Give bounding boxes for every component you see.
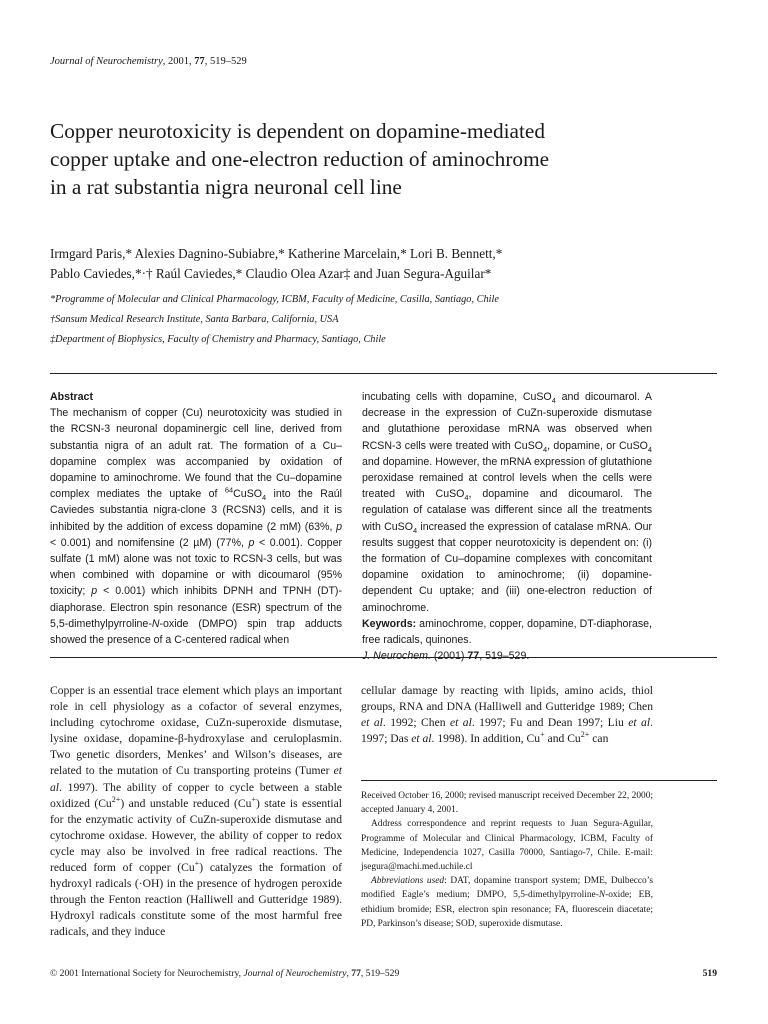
correspondence-address: Address correspondence and reprint requests to Juan Segura-Aguilar, Programme of Molecular and Clinical Pharmacology, ICBM, Faculty of Medicine, Independencia 1027, Casilla 70000, Santiago-7, Chile. E-mail: jsegura@machi.med.uchile.cl	[361, 819, 653, 873]
body-paragraph: Copper is an essential trace element which plays an important role in cell physiology as a cofactor of several enzymes, including cytochrome oxidase, CuZn-superoxide dismutase, lysine oxidase, dopamine-β-hydroxylase and ceruloplasmin. Two genetic disorders, Menkes’ and Wilson’s diseases, are related to the mutation of Cu transporting proteins (Tumer et al. 1997). The ability of copper to cycle between a stable oxidized $(Cu^{2+})$ and unstable reduced (Cu+) state is essential for the enzymatic activity of CuZn-superoxide dismutase and cytochrome oxidase. However, the ability of copper to redox cycle may also be involved in free radical reactions. The reduced form of copper (Cu+) catalyzes the formation of hydroxyl radicals (·OH) in the presence of hydrogen peroxide through the Fenton reaction (Halliwell and Gutteridge 1989). Hydroxyl radicals constitute some of the most harmful free radicals, and they induce	[50, 684, 342, 939]
title-line: Copper neurotoxicity is dependent on dopamine-mediated	[50, 119, 546, 143]
author-line: Pablo Caviedes,*·† Raúl Caviedes,* Claudio Olea Azar‡ and Juan Segura-Aguilar*	[50, 266, 492, 281]
article-title	[50, 117, 690, 201]
affiliation: ‡Department of Biophysics, Faculty of Chemistry and Pharmacy, Santiago, Chile	[50, 334, 386, 345]
affiliation: †Sansum Medical Research Institute, Santa Barbara, California, USA	[50, 314, 339, 325]
journal-header	[50, 56, 247, 67]
body-right-column	[361, 683, 653, 747]
abstract-right-column	[362, 389, 652, 664]
copyright: © 2001 International Society for Neurochemistry, Journal of Neurochemistry, 77, 519–529	[50, 968, 400, 979]
keywords: Keywords: aminochrome, copper, dopamine, DT-diaphorase, free radicals, quinones.	[362, 617, 652, 647]
abstract-text-continued: incubating cells with dopamine, CuSO$_4$ and dicoumarol. A decrease in the expression of CuZn-superoxide dismutase and glutathione peroxidase mRNA was observed when RCSN-3 cells were treated with CuSO$_4$, dopamine, or CuSO$_4$ and dopamine. However, the mRNA expression of glutathione peroxidase remained at control levels when the cells were treated with CuSO$_4$, dopamine and dicoumarol. The regulation of catalase was different since all the treatments with CuSO$_4$ increased the expression of catalase mRNA. Our results suggest that copper neurotoxicity is dependent on: (i) the formation of Cu–dopamine complexes with concomitant dopamine oxidation to aminochrome; (ii) dopamine-dependent Cu uptake; and (iii) one-electron reduction of aminochrome.	[362, 391, 652, 614]
journal-name: Journal of Neurochemistry	[50, 56, 163, 67]
journal-year: , 2001,	[162, 56, 195, 67]
footnote-divider	[361, 780, 717, 781]
author-line: Irmgard Paris,* Alexies Dagnino-Subiabre,* Katherine Marcelain,* Lori B. Bennett,*	[50, 246, 503, 261]
divider	[50, 657, 717, 658]
keywords-label: Keywords:	[362, 617, 417, 630]
title-line: copper uptake and one-electron reduction of aminochrome	[50, 147, 550, 171]
affiliation: *Programme of Molecular and Clinical Pharmacology, ICBM, Faculty of Medicine, Casilla, Santiago, Chile	[50, 294, 499, 305]
page-number: 519	[702, 968, 717, 979]
footnotes	[361, 789, 653, 931]
abbreviations: Abbreviations used: DAT, dopamine transport system; DME, Dulbecco’s modified Eagle’s medium; DMPO, 5,5-dimethylpyrroline-N-oxide; EB, ethidium bromide; ESR, electron spin resonance; FA, fluorescein diacetate; PD, Parkinson’s disease; SOD, superoxide dismutase.	[361, 876, 653, 929]
abstract-left-column	[50, 389, 342, 648]
abstract-heading: Abstract	[50, 391, 93, 403]
divider	[50, 373, 717, 374]
body-left-column	[50, 683, 342, 941]
received-dates: Received October 16, 2000; revised manuscript received December 22, 2000; accepted January 4, 2001.	[361, 791, 653, 816]
body-paragraph: cellular damage by reacting with lipids, amino acids, thiol groups, RNA and DNA (Halliwell and Gutteridge 1989; Chen et al. 1992; Chen et al. 1997; Fu and Dean 1997; Liu et al. 1997; Das et al. 1998). In addition, Cu+ and $Cu^{2+}$ can	[361, 684, 653, 746]
journal-pages: , 519–529	[204, 56, 247, 67]
author-list	[50, 244, 700, 284]
journal-volume: 77	[194, 56, 205, 67]
page-footer	[50, 968, 717, 979]
abstract-text: The mechanism of copper (Cu) neurotoxicity was studied in the RCSN-3 neuronal dopaminergic cell line, derived from substantia nigra of an adult rat. The formation of a Cu–dopamine complex was accompanied by oxidation of dopamine to aminochrome. We found that the Cu–dopamine complex mediates the uptake of $^{64}$CuSO$_4$ into the Raúl Caviedes substantia nigra-clone 3 (RCSN3) cells, and it is inhibited by the addition of excess dopamine (2 mM) (63%, p < 0.001) and nomifensine (2 µM) (77%, p < 0.001). Copper sulfate (1 mM) alone was not toxic to RCSN-3 cells, but was when combined with dopamine or with dicoumarol (95% toxicity; p < 0.001) which inhibits DPNH and TPNH (DT)-diaphorase. Electron spin resonance (ESR) spectrum of the 5,5-dimethylpyrroline-N-oxide (DMPO) spin trap adducts showed the presence of a C-centered radical when	[50, 407, 342, 647]
title-line: in a rat substantia nigra neuronal cell line	[50, 175, 402, 199]
